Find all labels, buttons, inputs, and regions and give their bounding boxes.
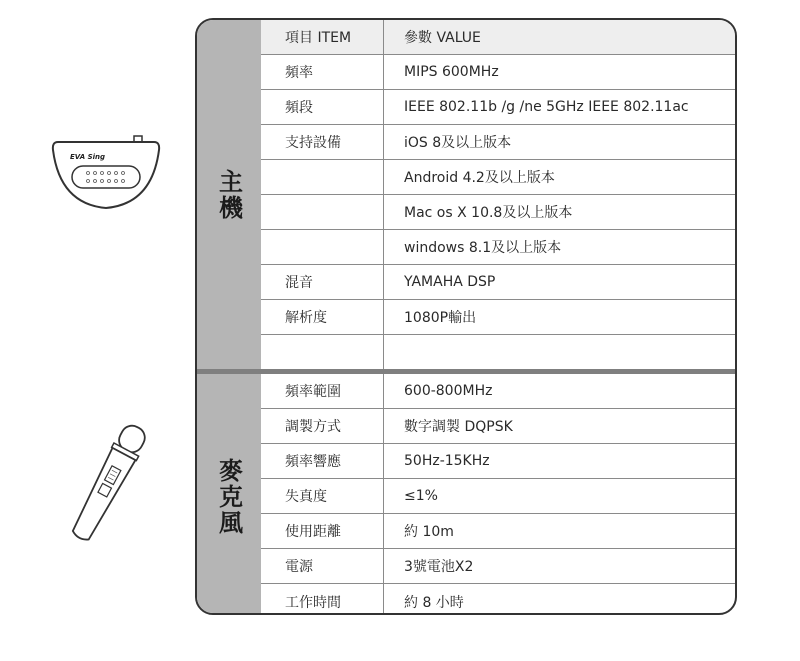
row-value: iOS 8及以上版本 <box>404 135 512 151</box>
row-value: IEEE 802.11b /g /ne 5GHz IEEE 802.11ac <box>404 99 689 115</box>
row-value: ≤1% <box>404 488 438 504</box>
row-value: 約 10m <box>404 524 454 540</box>
table-header-row <box>261 20 735 55</box>
row-value: MIPS 600MHz <box>404 64 499 80</box>
host-device-illustration <box>48 128 164 218</box>
row-item <box>261 230 384 264</box>
table-row <box>261 230 735 265</box>
row-value: 約 8 小時 <box>404 594 464 611</box>
section-label-microphone-text: 麥克風 <box>214 457 243 536</box>
row-value: 50Hz-15KHz <box>404 453 490 469</box>
row-item: 使用距離 <box>261 514 384 548</box>
row-item <box>261 195 384 229</box>
section-label-host-text: 主機 <box>214 169 243 221</box>
row-value: 數字調製 DQPSK <box>404 419 513 435</box>
row-item: 電源 <box>261 549 384 583</box>
row-item: 調製方式 <box>261 409 384 443</box>
row-item: 失真度 <box>261 479 384 513</box>
spec-table <box>195 18 737 615</box>
row-item: 頻率響應 <box>261 444 384 478</box>
row-value: 3號電池X2 <box>404 559 474 575</box>
row-value: 1080P輸出 <box>404 310 477 326</box>
row-item: 頻段 <box>261 90 384 124</box>
section-label-microphone <box>197 374 261 615</box>
row-value: 600-800MHz <box>404 383 493 399</box>
row-value: windows 8.1及以上版本 <box>404 240 562 256</box>
header-value: 參數 VALUE <box>404 30 481 46</box>
table-row <box>261 514 735 549</box>
table-row <box>261 265 735 300</box>
table-row <box>261 195 735 230</box>
microphone-illustration <box>66 418 150 550</box>
table-row <box>261 300 735 335</box>
row-item: 頻率 <box>261 55 384 89</box>
table-row <box>261 335 735 369</box>
table-row <box>261 479 735 514</box>
row-item: 工作時間 <box>261 584 384 615</box>
table-row <box>261 549 735 584</box>
row-item <box>261 335 384 369</box>
row-value: Android 4.2及以上版本 <box>404 170 555 186</box>
row-item <box>261 160 384 194</box>
row-item: 支持設備 <box>261 125 384 159</box>
table-row <box>261 90 735 125</box>
table-row <box>261 409 735 444</box>
table-row <box>261 160 735 195</box>
section-label-host <box>197 20 261 370</box>
row-item: 頻率範圍 <box>261 374 384 408</box>
table-row <box>261 584 735 615</box>
row-value: YAMAHA DSP <box>404 274 496 290</box>
table-row <box>261 374 735 409</box>
table-row <box>261 444 735 479</box>
row-item: 混音 <box>261 265 384 299</box>
row-value <box>384 335 735 369</box>
header-item: 項目 ITEM <box>261 20 384 54</box>
table-row <box>261 55 735 90</box>
row-value: Mac os X 10.8及以上版本 <box>404 205 573 221</box>
table-row <box>261 125 735 160</box>
row-item: 解析度 <box>261 300 384 334</box>
host-brand-logo: EVA Sing <box>70 153 106 161</box>
